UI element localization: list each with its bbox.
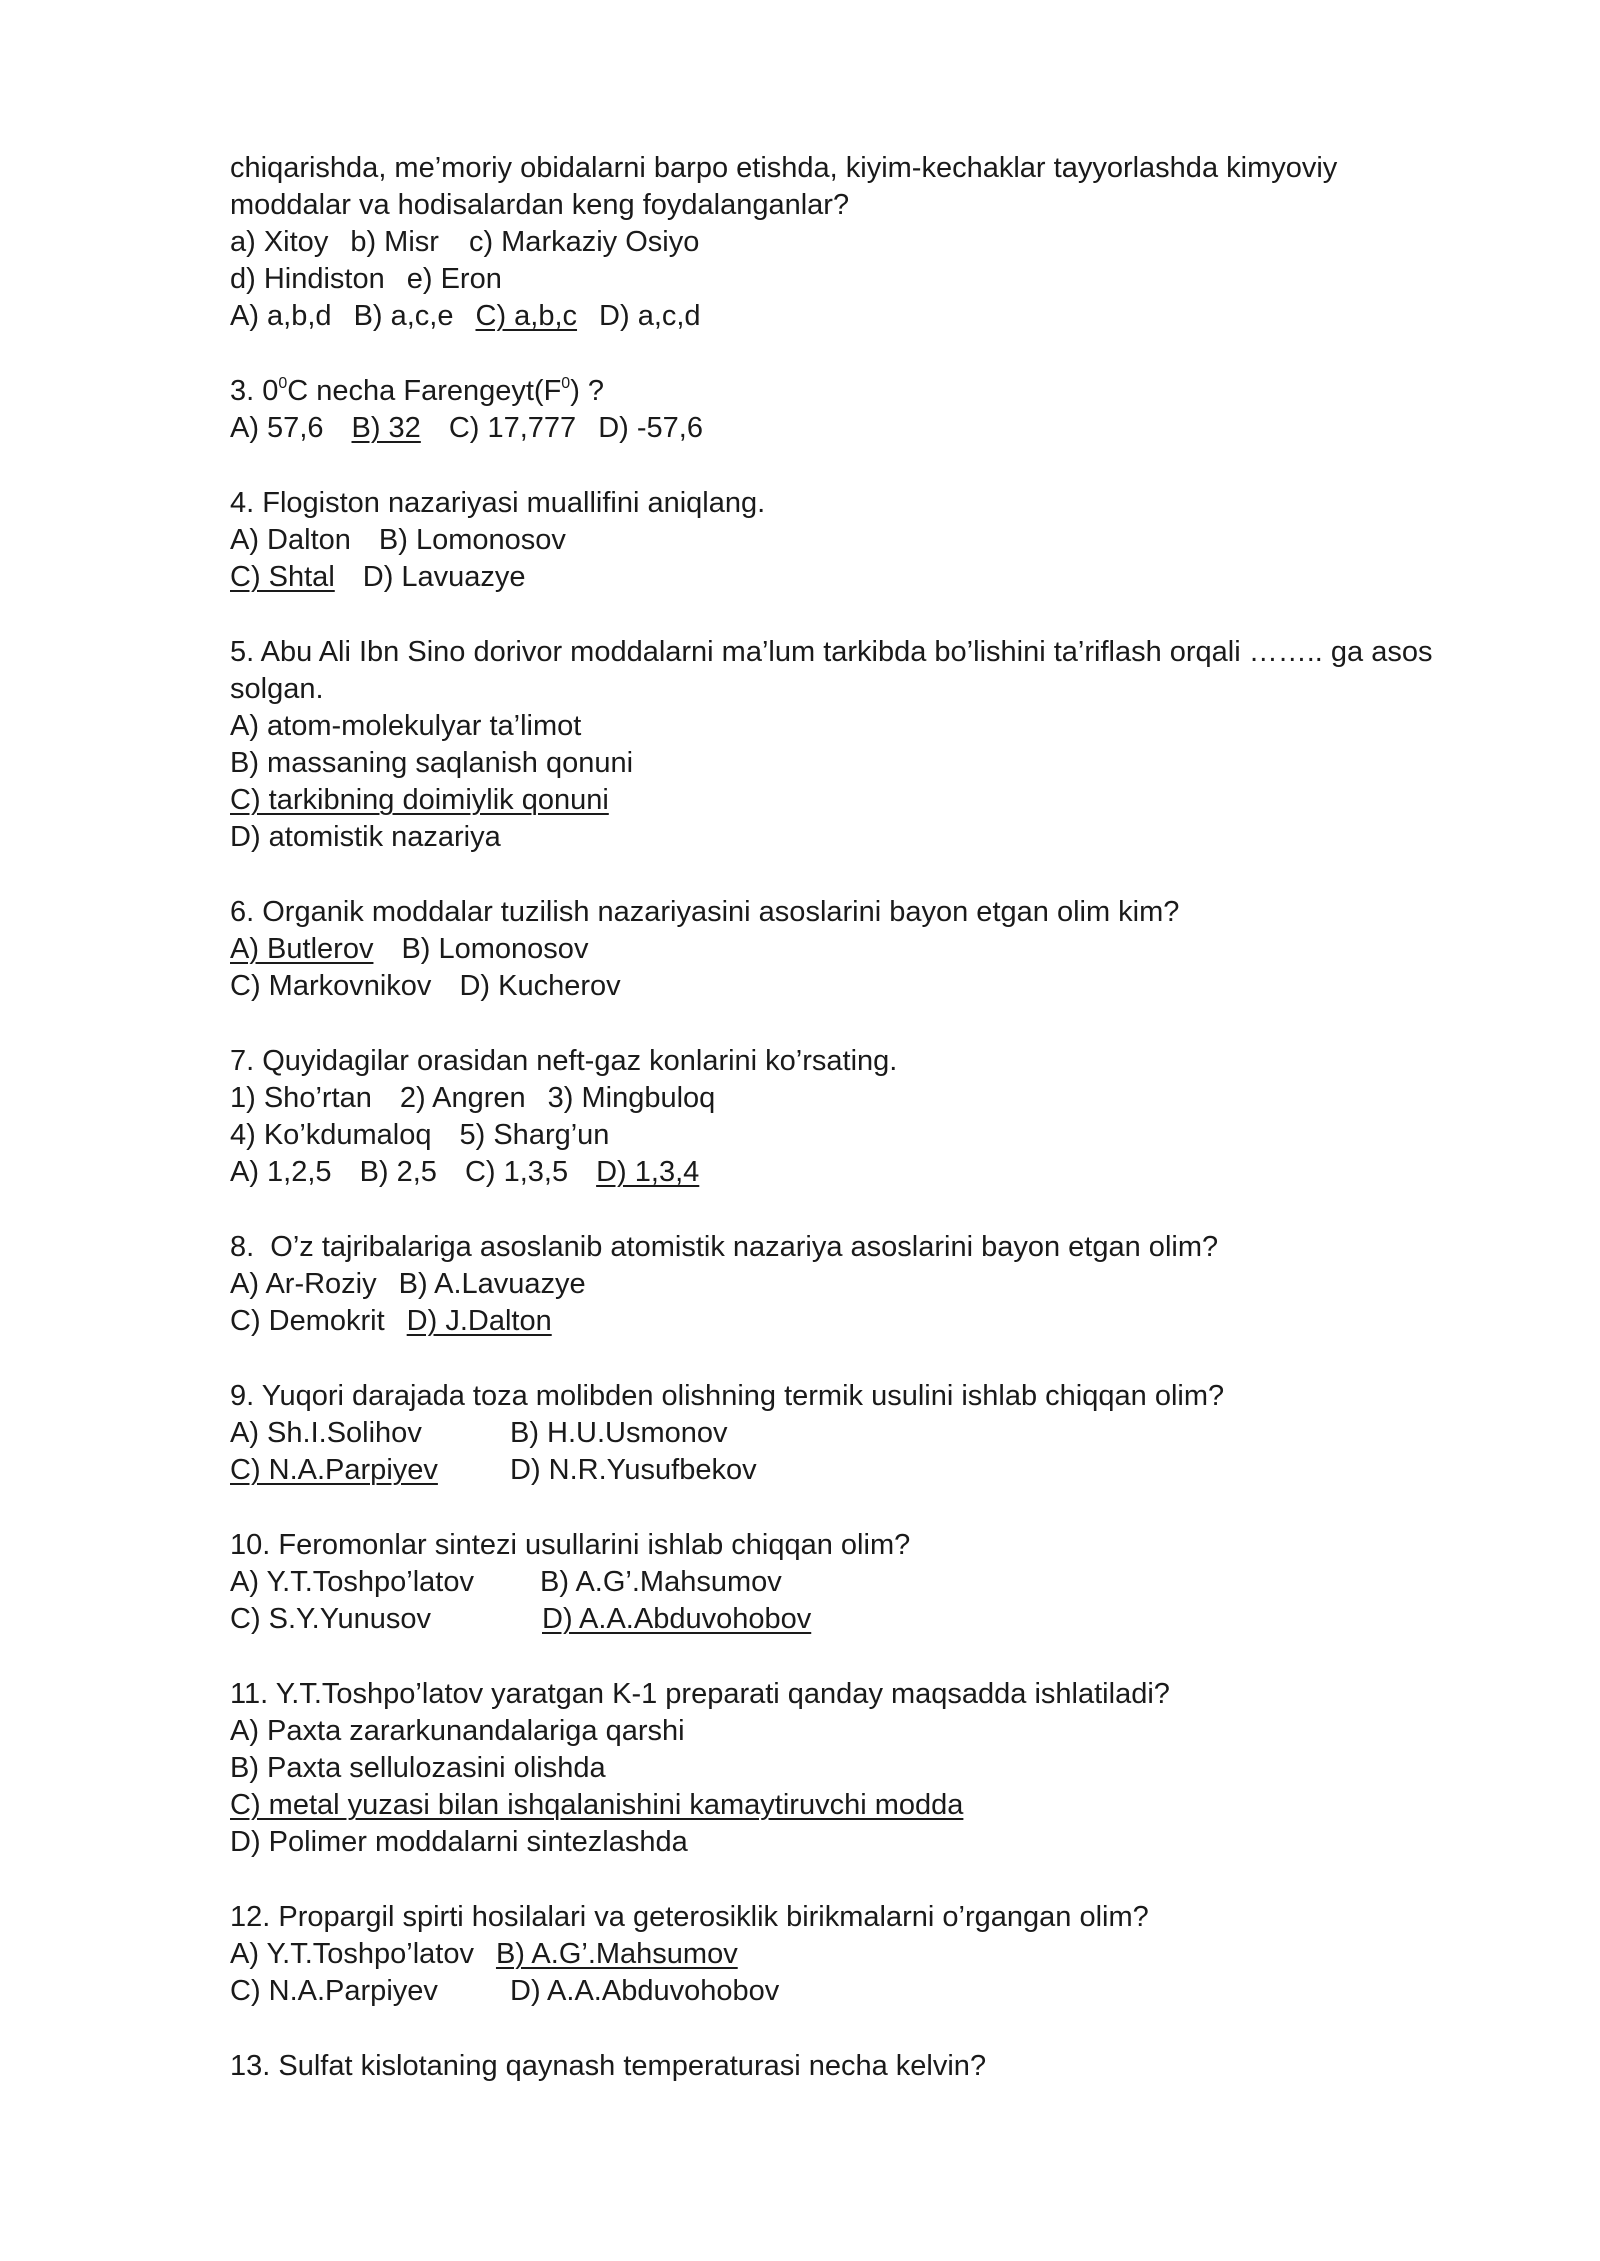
answer-row: [230, 1973, 1470, 2010]
question-text: 3. $0^0C$ necha $Farengeyt(F^0)$ ?: [230, 375, 605, 407]
option-3: 3) Mingbuloq: [547, 1082, 716, 1114]
answer-c: C) N.A.Parpiyev: [230, 1975, 438, 2007]
answer-b: B) 2,5: [359, 1156, 437, 1188]
question-6: [230, 894, 1470, 1005]
answer-b: B) A.G’.Mahsumov: [540, 1566, 782, 1598]
answer-row: [230, 1936, 1470, 1973]
option-c: c) Markaziy Osiyo: [468, 226, 700, 258]
option-d: d) Hindiston: [230, 263, 385, 295]
answer-c: C) Demokrit: [230, 1305, 385, 1337]
question-9: [230, 1378, 1470, 1489]
answer-d: D) Kucherov: [459, 970, 621, 1002]
question-7: [230, 1043, 1470, 1191]
answer-row: [230, 1303, 1470, 1340]
correct-answer: A) Butlerov: [230, 933, 374, 965]
question-3: [230, 373, 1470, 447]
option-2: 2) Angren: [399, 1082, 526, 1114]
option-row: [230, 224, 1470, 261]
answer-a: A) Dalton: [230, 524, 351, 556]
answer-row: [230, 1452, 1470, 1489]
answer-a: A) Y.T.Toshpo’latov: [230, 1938, 474, 1970]
answer-row: [230, 522, 1470, 559]
question-text-line: moddalar va hodisalardan keng foydalanganlar?: [230, 189, 850, 221]
answer-b: B) massaning saqlanish qonuni: [230, 747, 634, 779]
option-e: e) Eron: [406, 263, 502, 295]
answer-d: D) atomistik nazariya: [230, 821, 501, 853]
correct-answer: C) a,b,c: [475, 300, 578, 332]
question-13: [230, 2048, 1470, 2085]
option-row: [230, 1080, 1470, 1117]
answer-row: [230, 1601, 1470, 1638]
option-a: a) Xitoy: [230, 226, 329, 258]
answer-a: A) Ar-Roziy: [230, 1268, 377, 1300]
answer-a: A) atom-molekulyar ta’limot: [230, 710, 582, 742]
question-text-line: solgan.: [230, 673, 324, 705]
question-5: [230, 634, 1470, 856]
answer-b: B) Paxta sellulozasini olishda: [230, 1752, 606, 1784]
answer-c: C) S.Y.Yunusov: [230, 1603, 431, 1635]
correct-answer: C) tarkibning doimiylik qonuni: [230, 784, 609, 816]
question-8: [230, 1229, 1470, 1340]
answer-a: A) Y.T.Toshpo’latov: [230, 1566, 474, 1598]
answer-row: [230, 559, 1470, 596]
document-page: [230, 150, 1470, 2085]
answer-row: [230, 1564, 1470, 1601]
correct-answer: C) Shtal: [230, 561, 335, 593]
option-1: 1) Sho’rtan: [230, 1082, 372, 1114]
answer-c: C) 17,777: [448, 412, 577, 444]
answer-row: [230, 1787, 1470, 1824]
correct-answer: C) N.A.Parpiyev: [230, 1454, 438, 1486]
answer-row: [230, 1154, 1470, 1191]
question-text: 7. Quyidagilar orasidan neft-gaz konlarini ko’rsating.: [230, 1045, 898, 1077]
answer-row: [230, 968, 1470, 1005]
answer-d: D) N.R.Yusufbekov: [510, 1454, 757, 1486]
question-text: 4. Flogiston nazariyasi muallifini aniqlang.: [230, 487, 766, 519]
question-text: 11. Y.T.Toshpo’latov yaratgan K-1 preparati qanday maqsadda ishlatiladi?: [230, 1678, 1170, 1710]
answer-b: B) Lomonosov: [401, 933, 589, 965]
question-12: [230, 1899, 1470, 2010]
answer-b: B) a,c,e: [353, 300, 454, 332]
option-5: 5) Sharg’un: [459, 1119, 610, 1151]
option-b: b) Misr: [350, 226, 439, 258]
question-text: 9. Yuqori darajada toza molibden olishning termik usulini ishlab chiqqan olim?: [230, 1380, 1225, 1412]
answer-row: [230, 1266, 1470, 1303]
question-text: 8. O’z tajribalariga asoslanib atomistik nazariya asoslarini bayon etgan olim?: [230, 1231, 1219, 1263]
answer-b: B) H.U.Usmonov: [510, 1417, 728, 1449]
question-10: [230, 1527, 1470, 1638]
question-text: 13. Sulfat kislotaning qaynash temperaturasi necha kelvin?: [230, 2050, 987, 2082]
answer-a: A) Sh.I.Solihov: [230, 1417, 422, 1449]
answer-a: A) Paxta zararkunandalariga qarshi: [230, 1715, 685, 1747]
correct-answer: C) metal yuzasi bilan ishqalanishini kamaytiruvchi modda: [230, 1789, 964, 1821]
correct-answer: B) A.G’.Mahsumov: [495, 1938, 738, 1970]
answer-d: D) Lavuazye: [362, 561, 526, 593]
correct-answer: B) 32: [351, 412, 421, 444]
answer-b: B) A.Lavuazye: [398, 1268, 586, 1300]
answer-row: [230, 410, 1470, 447]
answer-c: C) Markovnikov: [230, 970, 432, 1002]
correct-answer: D) 1,3,4: [596, 1156, 700, 1188]
question-text: 6. Organik moddalar tuzilish nazariyasini asoslarini bayon etgan olim kim?: [230, 896, 1180, 928]
answer-a: A) 1,2,5: [230, 1156, 332, 1188]
option-row: [230, 1117, 1470, 1154]
answer-a: A) a,b,d: [230, 300, 332, 332]
answer-a: A) 57,6: [230, 412, 324, 444]
question-text-line: chiqarishda, me’moriy obidalarni barpo etishda, kiyim-kechaklar tayyorlashda kimyoviy: [230, 152, 1338, 184]
correct-answer: D) J.Dalton: [406, 1305, 552, 1337]
answer-row: [230, 1415, 1470, 1452]
option-4: 4) Ko’kdumaloq: [230, 1119, 432, 1151]
question-text: 12. Propargil spirti hosilalari va geterosiklik birikmalarni o’rgangan olim?: [230, 1901, 1149, 1933]
answer-d: D) A.A.Abduvohobov: [510, 1975, 780, 2007]
answer-c: C) 1,3,5: [464, 1156, 569, 1188]
answer-d: D) a,c,d: [599, 300, 701, 332]
question-intro: [230, 150, 1470, 335]
answer-b: B) Lomonosov: [378, 524, 566, 556]
answer-d: D) -57,6: [598, 412, 703, 444]
question-text: 10. Feromonlar sintezi usullarini ishlab chiqqan olim?: [230, 1529, 911, 1561]
correct-answer: D) A.A.Abduvohobov: [542, 1603, 812, 1635]
option-row: [230, 261, 1470, 298]
question-11: [230, 1676, 1470, 1861]
answer-row: [230, 931, 1470, 968]
question-text-line: 5. Abu Ali Ibn Sino dorivor moddalarni ma’lum tarkibda bo’lishini ta’riflash orqali …….. ga asos: [230, 636, 1433, 668]
answer-d: D) Polimer moddalarni sintezlashda: [230, 1826, 688, 1858]
answer-row: [230, 298, 1470, 335]
question-4: [230, 485, 1470, 596]
answer-row: [230, 782, 1470, 819]
